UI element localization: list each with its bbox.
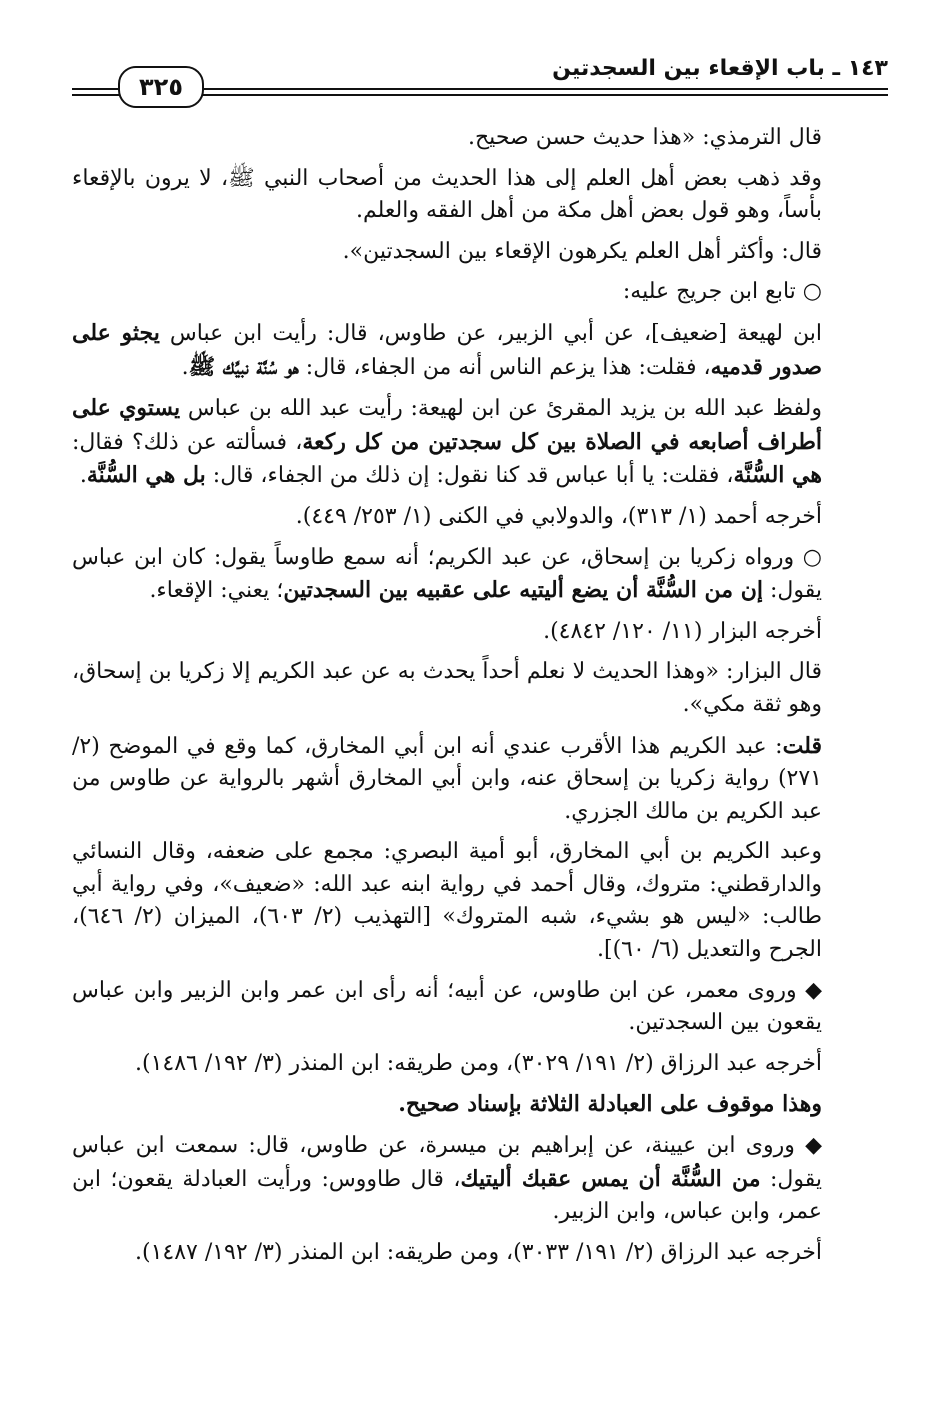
text-span: ، فقلت: يا أبا عباس قد كنا نقول: إن ذلك من الجفاء، قال: bbox=[205, 463, 734, 489]
chapter-title: ١٤٣ ـ باب الإقعاء بين السجدتين bbox=[552, 56, 888, 81]
bold-text: من السُّنَّة أن يمس عقبك أليتيك bbox=[460, 1165, 761, 1192]
paragraph bbox=[72, 975, 872, 1040]
text-span: أخرجه أحمد (١/ ٣١٣)، والدولابي في الكنى (١/ ٢٥٣/ ٤٤٩). bbox=[295, 503, 822, 529]
text-span: وقد ذهب بعض أهل العلم إلى هذا الحديث من أصحاب النبي ﷺ، لا يرون بالإقعاء بأساً، وهو قول بعض أهل مكة من أهل الفقه والعلم. bbox=[72, 165, 822, 224]
text-span: : عبد الكريم هذا الأقرب عندي أنه ابن أبي المخارق، كما وقع في الموضح (٢/ ٢٧١) رواية زكريا بن إسحاق عنه، وابن أبي المخارق أشهر بالرواية عن طاوس من عبد الكريم بن مالك الجزري. bbox=[72, 733, 822, 824]
text-span: قال: وأكثر أهل العلم يكرهون الإقعاء بين السجدتين». bbox=[342, 238, 822, 264]
text-span: . bbox=[181, 354, 189, 380]
page-number-badge bbox=[118, 66, 204, 108]
text-span: ؛ يعني: الإقعاء. bbox=[149, 578, 284, 604]
page-number: ٣٢٥ bbox=[139, 73, 183, 101]
bold-text: هي السُّنَّة bbox=[733, 462, 822, 489]
text-span: ، فسألته عن ذلك؟ فقال: bbox=[72, 429, 303, 455]
text-span: قال الترمذي: «هذا حديث حسن صحيح. bbox=[467, 125, 822, 150]
bold-text: قلت bbox=[782, 732, 822, 759]
text-span: أخرجه عبد الرزاق (٢/ ١٩١/ ٣٠٢٩)، ومن طريقه: ابن المنذر (٣/ ١٩٢/ ١٤٨٦). bbox=[134, 1050, 822, 1076]
paragraph bbox=[72, 122, 872, 155]
paragraph bbox=[72, 1048, 872, 1081]
paragraph bbox=[72, 836, 872, 966]
bold-text: يستوي على أطراف أصابعه في الصلاة بين كل سجدتين من كل ركعة bbox=[72, 395, 822, 455]
text-span: ◆ وروى ابن عيينة، عن إبراهيم بن ميسرة، عن طاوس، قال: سمعت ابن عباس يقول: bbox=[72, 1133, 822, 1192]
page-body bbox=[72, 122, 872, 1389]
paragraph bbox=[72, 730, 872, 829]
text-span: ، قال طاووس: ورأيت العبادلة يقعون؛ ابن عمر، وابن عباس، وابن الزبير. bbox=[72, 1166, 822, 1225]
text-span: ، فقلت: هذا يزعم الناس أنه من الجفاء، قال: bbox=[298, 354, 711, 380]
text-span: ○ ورواه زكريا بن إسحاق، عن عبد الكريم؛ أنه سمع طاوساً يقول: كان ابن عباس يقول: bbox=[72, 544, 822, 604]
text-span: قال البزار: «وهذا الحديث لا نعلم أحداً يحدث به عن عبد الكريم إلا زكريا بن إسحاق، وهو ثقة مكي». bbox=[72, 659, 822, 717]
text-span: . bbox=[79, 463, 87, 489]
paragraph bbox=[72, 542, 872, 608]
text-span: ولفظ عبد الله بن يزيد المقرئ عن ابن لهيعة: رأيت عبد الله بن عباس bbox=[180, 396, 822, 422]
bold-text: بل هي السُّنَّة bbox=[86, 462, 206, 489]
paragraph bbox=[72, 1088, 872, 1122]
paragraph bbox=[72, 236, 872, 269]
paragraph bbox=[72, 616, 872, 649]
paragraph bbox=[72, 1130, 872, 1229]
text-span: ابن لهيعة [ضعيف]، عن أبي الزبير، عن طاوس، قال: رأيت ابن عباس bbox=[159, 320, 823, 346]
paragraph bbox=[72, 1237, 872, 1270]
paragraph bbox=[72, 317, 872, 384]
paragraph bbox=[72, 501, 872, 534]
text-span: أخرجه البزار (١١/ ١٢٠/ ٤٨٤٢). bbox=[543, 618, 822, 644]
paragraph bbox=[72, 163, 872, 228]
bold-text: يجثو على صدور قدميه bbox=[72, 319, 822, 380]
paragraph bbox=[72, 656, 872, 721]
text-span: ○ تابع ابن جريج عليه: bbox=[622, 279, 822, 305]
bold-text: إن من السُّنَّة أن يضع أليتيه على عقبيه بين السجدتين bbox=[283, 577, 763, 604]
bold-text: هو سُنَّة نبيِّك ﷺ bbox=[188, 353, 299, 380]
paragraph bbox=[72, 276, 872, 309]
text-span: أخرجه عبد الرزاق (٢/ ١٩١/ ٣٠٣٣)، ومن طريقه: ابن المنذر (٣/ ١٩٢/ ١٤٨٧). bbox=[134, 1239, 822, 1265]
paragraph bbox=[72, 392, 872, 493]
text-span: ◆ وروى معمر، عن ابن طاوس، عن أبيه؛ أنه رأى ابن عمر وابن الزبير وابن عباس يقعون بين السجدتين. bbox=[72, 977, 822, 1036]
bold-text: وهذا موقوف على العبادلة الثلاثة بإسناد صحيح. bbox=[398, 1091, 822, 1118]
text-span: وعبد الكريم بن أبي المخارق، أبو أمية البصري: مجمع على ضعفه، وقال النسائي والدارقطني: متروك، وقال أحمد في رواية ابنه عبد الله: «ضعيف»، وفي رواية أبي طالب: «ليس هو بشيء، شبه المتروك» [التهذيب (٢/ ٦٠٣)، الميزان (٢/ ٦٤٦)، الجرح والتعديل (٦/ ٦٠)]. bbox=[72, 839, 822, 963]
